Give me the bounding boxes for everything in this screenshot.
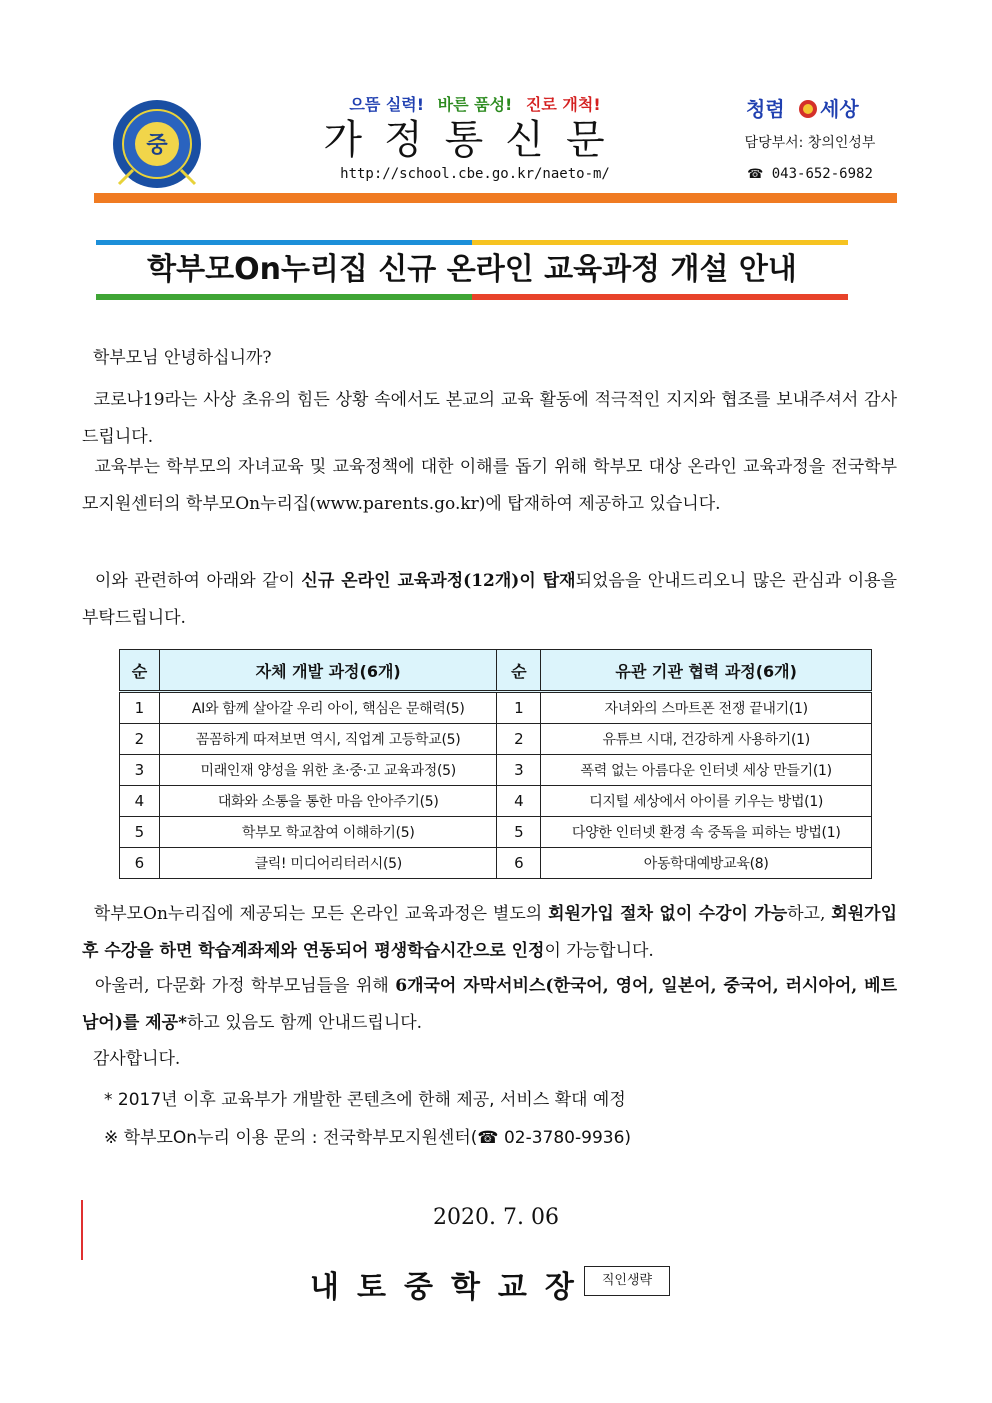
newsletter-title: 가정통신문	[323, 117, 627, 163]
own-course: 클릭! 미디어리터러시(5)	[159, 848, 497, 879]
paragraph-thanks	[82, 382, 897, 456]
paragraph-4-pre: 학부모On누리집에 제공되는 모든 온라인 교육과정은 별도의	[93, 904, 549, 924]
banner-stripe-red	[472, 294, 848, 300]
motto-excellence: 으뜸 실력!	[349, 95, 425, 114]
paragraph-subtitles	[82, 968, 897, 1042]
table-row	[120, 848, 872, 879]
contact-post: 02-3780-9936)	[498, 1128, 632, 1148]
paragraph-3-bold: 신규 온라인 교육과정(12개)이 탑재	[301, 571, 576, 591]
table-row	[120, 692, 872, 724]
paragraph-2-text: 교육부는 학부모의 자녀교육 및 교육정책에 대한 이해를 돕기 위해 학부모 대상 온라인 교육과정을 전국학부모지원센터의 학부모On누리집(www.parents.go.kr)에 탑재하여 제공하고 있습니다.	[82, 457, 897, 514]
header-own-courses: 자체 개발 과정(6개)	[159, 650, 497, 692]
paragraph-4-post: 이 가능합니다.	[544, 941, 654, 961]
school-phone	[730, 166, 890, 182]
seal-omitted-stamp: 직인생략	[584, 1266, 670, 1296]
row-no: 3	[497, 755, 541, 786]
table-row	[120, 817, 872, 848]
paragraph-3-post: 되었음을 안내드리오니 많은 관심과 이용을 부탁드립니다.	[82, 571, 897, 628]
row-no: 4	[120, 786, 160, 817]
paragraph-3-pre: 이와 관련하여 아래와 같이	[94, 571, 302, 591]
notice-title: 학부모On누리집 신규 온라인 교육과정 개설 안내	[147, 252, 797, 287]
phone-icon: ☎	[477, 1128, 499, 1148]
table-row	[120, 724, 872, 755]
paragraph-5-post: 하고 있음도 함께 안내드립니다.	[186, 1013, 423, 1033]
paragraph-4-mid: 하고,	[787, 904, 832, 924]
paragraph-4-bold-2: 회원가입 후 수강을 하면 학습계좌제와 연동되어 평생학습시간으로 인정	[82, 904, 897, 961]
paragraph-5-bold: 6개국어 자막서비스(한국어, 영어, 일본어, 중국어, 러시아어, 베트남어)를 제공*	[82, 976, 897, 1033]
row-no: 5	[497, 817, 541, 848]
table-row	[120, 755, 872, 786]
margin-mark	[81, 1200, 83, 1260]
row-no: 1	[120, 692, 160, 724]
svg-text:청렴: 청렴	[746, 97, 785, 121]
own-course: 미래인재 양성을 위한 초·중·고 교육과정(5)	[159, 755, 497, 786]
own-course: 꼼꼼하게 따져보면 역시, 직업계 고등학교(5)	[159, 724, 497, 755]
paragraph-new-courses	[82, 563, 897, 637]
motto-career: 진로 개척!	[525, 95, 601, 114]
paragraph-5-pre: 아울러, 다문화 가정 학부모님들을 위해	[94, 976, 396, 996]
partner-course: 유튜브 시대, 건강하게 사용하기(1)	[541, 724, 872, 755]
issue-date: 2020. 7. 06	[433, 1205, 559, 1230]
row-no: 5	[120, 817, 160, 848]
partner-course: 폭력 없는 아름다운 인터넷 세상 만들기(1)	[541, 755, 872, 786]
row-no: 6	[497, 848, 541, 879]
school-url[interactable]: http://school.cbe.go.kr/naeto-m/	[340, 166, 610, 182]
paragraph-membership	[82, 896, 897, 970]
footnote: * 2017년 이후 교육부가 개발한 콘텐츠에 한해 제공, 서비스 확대 예정	[104, 1090, 626, 1110]
svg-text:세상: 세상	[820, 97, 859, 121]
contact-pre: ※ 학부모On누리 이용 문의 : 전국학부모지원센터(	[104, 1128, 478, 1148]
header-no-1: 순	[120, 650, 160, 692]
svg-text:중: 중	[146, 133, 168, 158]
title-banner	[96, 240, 848, 300]
header-no-2: 순	[497, 650, 541, 692]
row-no: 2	[497, 724, 541, 755]
table-row	[120, 786, 872, 817]
own-course: 학부모 학교참여 이해하기(5)	[159, 817, 497, 848]
paragraph-4-bold-1: 회원가입 절차 없이 수강이 가능	[548, 904, 788, 924]
header-partner-courses: 유관 기관 협력 과정(6개)	[541, 650, 872, 692]
school-mottos	[300, 92, 650, 115]
row-no: 2	[120, 724, 160, 755]
course-table	[119, 649, 872, 879]
greeting-text: 학부모님 안녕하십니까?	[92, 348, 272, 368]
closing-thanks	[82, 1041, 897, 1078]
row-no: 6	[120, 848, 160, 879]
row-no: 3	[120, 755, 160, 786]
partner-course: 다양한 인터넷 환경 속 중독을 피하는 방법(1)	[541, 817, 872, 848]
department: 담당부서: 창의인성부	[744, 135, 876, 151]
partner-course: 아동학대예방교육(8)	[541, 848, 872, 879]
phone-number: 043-652-6982	[771, 166, 873, 182]
paragraph-ministry	[82, 449, 897, 523]
own-course: AI와 함께 살아갈 우리 아이, 핵심은 문해력(5)	[159, 692, 497, 724]
partner-course: 디지털 세상에서 아이를 키우는 방법(1)	[541, 786, 872, 817]
table-header-row	[120, 650, 872, 692]
own-course: 대화와 소통을 통한 마음 안아주기(5)	[159, 786, 497, 817]
thanks-text: 감사합니다.	[92, 1049, 181, 1069]
integrity-brand-logo	[746, 94, 876, 124]
banner-stripe-green	[96, 294, 472, 300]
motto-character: 바른 품성!	[437, 95, 513, 114]
contact-info	[104, 1123, 631, 1148]
phone-icon: ☎	[747, 167, 764, 182]
greeting	[82, 340, 897, 377]
partner-course: 자녀와의 스마트폰 전쟁 끝내기(1)	[541, 692, 872, 724]
paragraph-1-text: 코로나19라는 사상 초유의 힘든 상황 속에서도 본교의 교육 활동에 적극적인 지지와 협조를 보내주셔서 감사드립니다.	[82, 390, 898, 447]
header-divider	[94, 193, 897, 203]
principal-signature: 내토중학교장	[310, 1270, 592, 1305]
row-no: 4	[497, 786, 541, 817]
row-no: 1	[497, 692, 541, 724]
school-logo	[103, 98, 211, 190]
